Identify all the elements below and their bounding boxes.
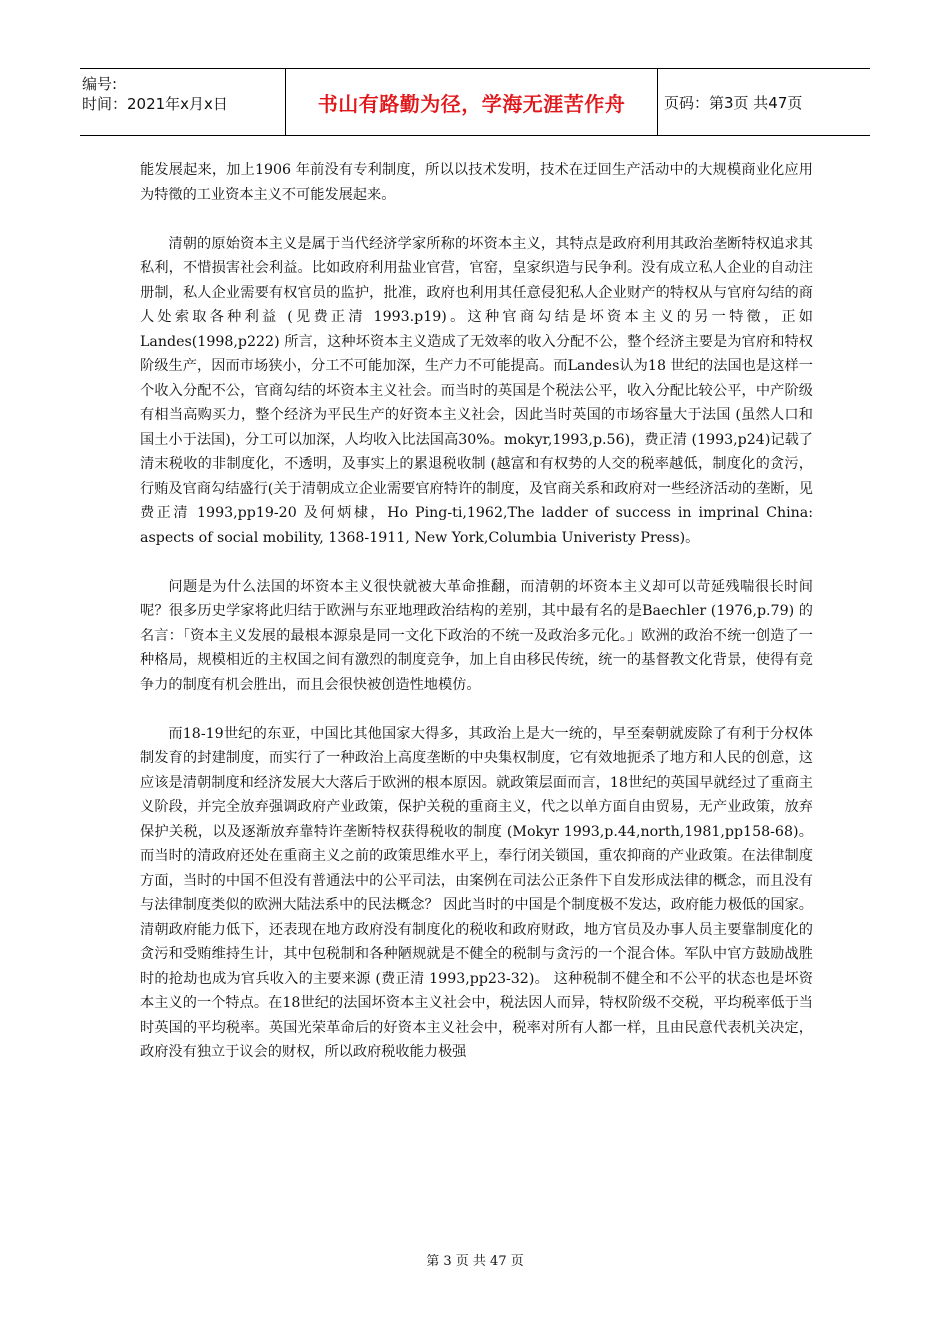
paragraph: 而18-19世纪的东亚，中国比其他国家大得多，其政治上是大一统的，早至秦朝就废除了有利于分权体制发育的封建制度，而实行了一种政治上高度垄断的中央集权制度，它有效地扼杀了地方和人民的创意，这应该是清朝制度和经济发展大大落后于欧洲的根本原因。就政策层面而言，18世纪的英国早就经过了重商主义阶段，并完全放弃强调政府产业政策，保护关税的重商主义，代之以单方面自由贸易，无产业政策，放弃保护关税，以及逐渐放弃靠特许垄断特权获得税收的制度 (Mokyr 1993,p.44,north,1981,pp158-68)。而当时的清政府还处在重商主义之前的政策思维水平上，奉行闭关锁国，重农抑商的产业政策。在法律制度方面，当时的中国不但没有普通法中的公平司法，由案例在司法公正条件下自发形成法律的概念，而且没有与法律制度类似的欧洲大陆法系中的民法概念？ 因此当时的中国是个制度极不发达，政府能力极低的国家。清朝政府能力低下，还表现在地方政府没有制度化的税收和政府财政，地方官员及办事人员主要靠制度化的贪污和受贿维持生计，其中包税制和各种陋规就是不健全的税制与贪污的一个混合体。军队中官方鼓励战胜时的抢劫也成为官兵收入的主要来源 (费正清 1993,pp23-32)。 这种税制不健全和不公平的状态也是坏资本主义的一个特点。在18世纪的法国坏资本主义社会中，税法因人而异，特权阶级不交税，平均税率低于当时英国的平均税率。英国光荣革命后的好资本主义社会中，税率对所有人都一样，且由民意代表机关决定，政府没有独立于议会的财权，所以政府税收能力极强 (140, 725, 813, 1060)
document-body (140, 158, 813, 1089)
document-number-label: 编号: (82, 75, 118, 93)
page-header (80, 68, 870, 136)
paragraph-continuation: 能发展起来，加上1906 年前没有专利制度，所以以技术发明，技术在迂回生产活动中的大规模商业化应用为特徵的工业资本主义不可能发展起来。 (140, 162, 813, 203)
header-motto: 书山有路勤为径，学海无涯苦作舟 (285, 69, 658, 135)
paragraph: 问题是为什么法国的坏资本主义很快就被大革命推翻，而清朝的坏资本主义却可以苛延残喘很长时间呢？很多历史学家将此归结于欧洲与东亚地理政治结构的差别，其中最有名的是Baechler (1976,p.79) 的名言：「资本主义发展的最根本源泉是同一文化下政治的不统一及政治多元化。」欧洲的政治不统一创造了一种格局，规模相近的主权国之间有激烈的制度竞争，加上自由移民传统，统一的基督教文化背景，使得有竞争力的制度有机会胜出，而且会很快被创造性地模仿。 (140, 578, 813, 693)
document-date: 时间：2021年x月x日 (82, 95, 228, 113)
page-footer: 第 3 页 共 47 页 (426, 1254, 524, 1269)
paragraph: 清朝的原始资本主义是属于当代经济学家所称的坏资本主义，其特点是政府利用其政治垄断特权追求其私利，不惜损害社会利益。比如政府利用盐业官营，官窑，皇家织造与民争利。没有成立私人企业的自动注册制，私人企业需要有权官员的监护，批准，政府也利用其任意侵犯私人企业财产的特权从与官府勾结的商人处索取各种利益 (见费正清 1993.p19)。这种官商勾结是坏资本主义的另一特徵，正如 Landes(1998,p222) 所言，这种坏资本主义造成了无效率的收入分配不公，整个经济主要是为官府和特权阶级生产，因而市场狭小，分工不可能加深，生产力不可能提高。而Landes认为18 世纪的法国也是这样一个收入分配不公，官商勾结的坏资本主义社会。而当时的英国是个税法公平，收入分配比较公平，中产阶级有相当高购买力，整个经济为平民生产的好资本主义社会，因此当时英国的市场容量大于法国 (虽然人口和国土小于法国)，分工可以加深，人均收入比法国高30%。mokyr,1993,p.56)，费正清 (1993,p24)记载了清末税收的非制度化，不透明，及事实上的累退税收制 (越富和有权势的人交的税率越低，制度化的贪污，行贿及官商勾结盛行(关于清朝成立企业需要官府特许的制度，及官商关系和政府对一些经济活动的垄断，见费正清 1993,pp19-20 及何炳棣，Ho Ping-ti,1962,The ladder of success in imprinal China: aspects of social mobility, 1368-1911, New York,Columbia Univeristy Press)。 (140, 235, 813, 546)
header-page-info: 页码：第3页 共47页 (664, 93, 803, 112)
header-meta (80, 69, 285, 135)
